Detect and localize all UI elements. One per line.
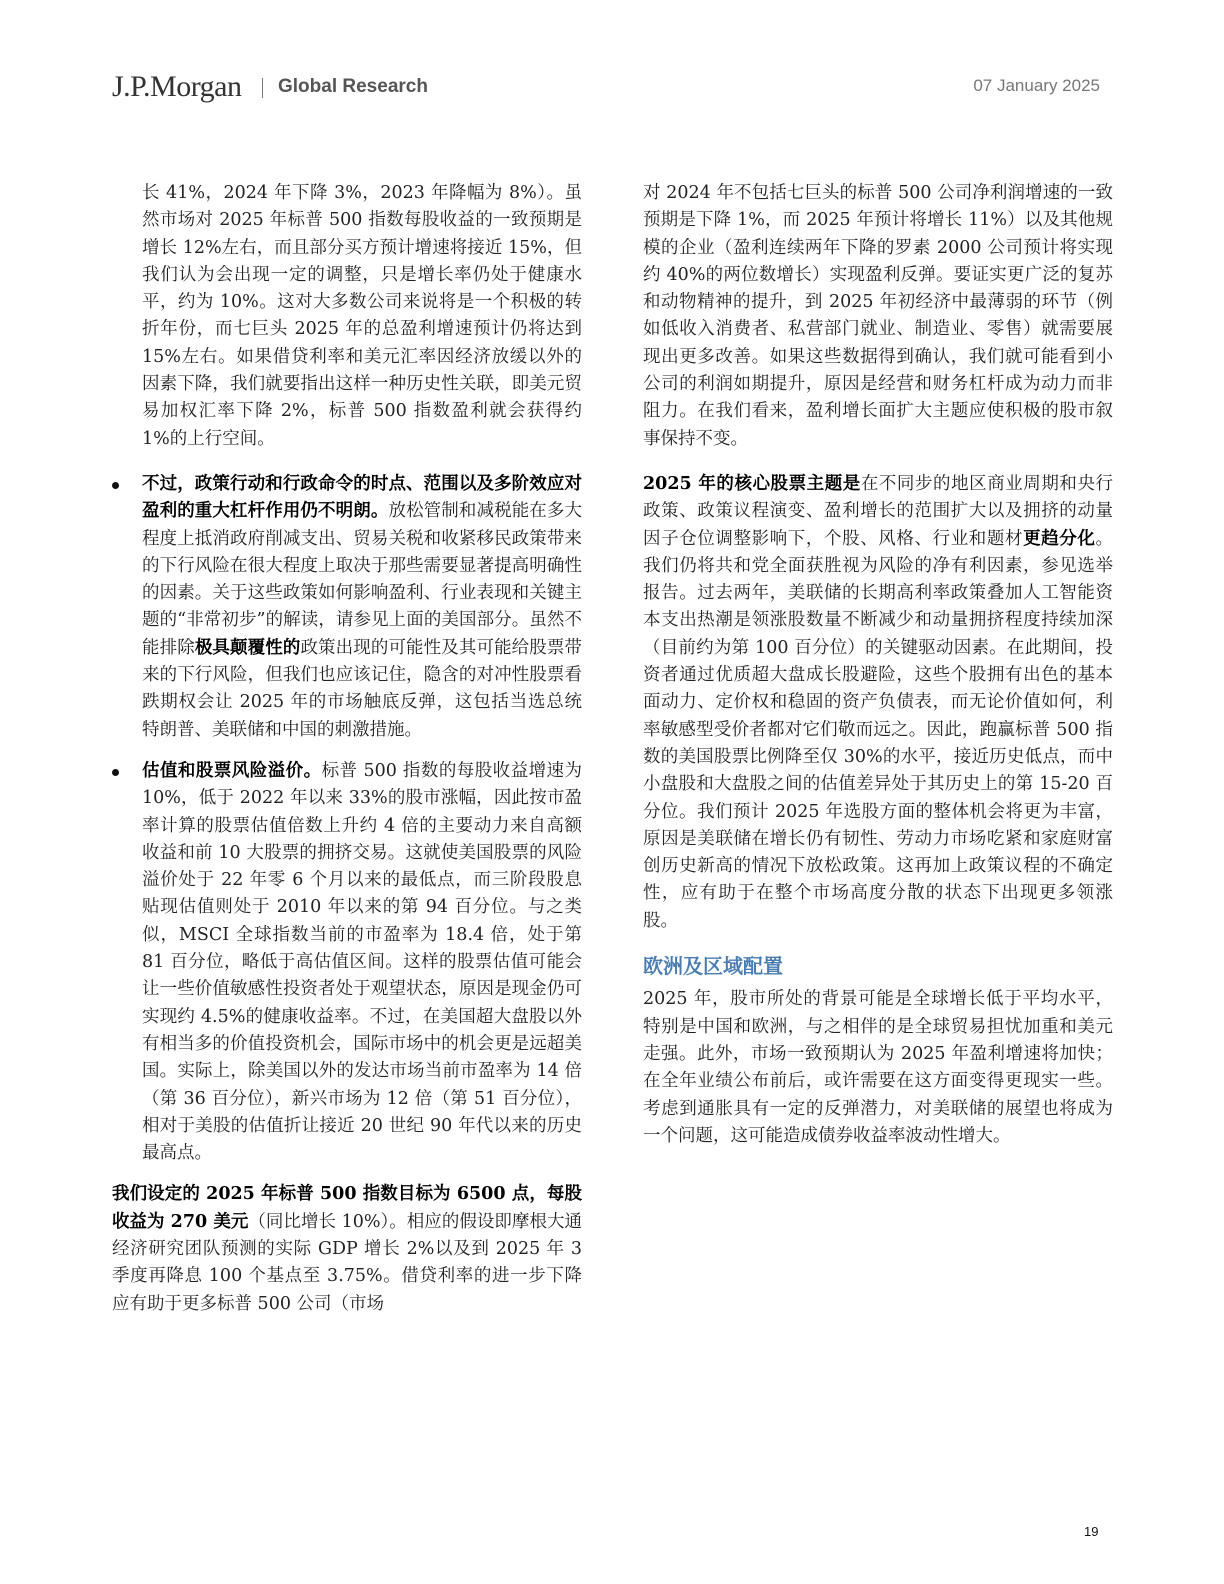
bullet-icon bbox=[112, 769, 119, 776]
core-theme-heading: 2025 年的核心股票主题是 bbox=[643, 473, 861, 494]
bullet-policy-uncertainty bbox=[112, 471, 582, 744]
target-text: （同比增长 10%）。相应的假设即摩根大通经济研究团队预测的实际 GDP 增长 2%以及到 2025 年 3 季度再降息 100 个基点至 3.75%。借贷利率的进一步下降应有助于更多标普 500 公司（市场 bbox=[112, 1211, 582, 1314]
core-theme-text-continued: 。我们仍将共和党全面获胜视为风险的净有利因素，参见选举报告。过去两年，美联储的长期高利率政策叠加人工智能资本支出热潮是领涨股数量不断减少和动量拥挤程度持续加深（目前约为第 100 百分位）的关键驱动因素。在此期间，投资者通过优质超大盘成长股避险，这些个股拥有出色的基本面动力、定价权和稳固的资产负债表，而无论价值如何，利率敏感型受价者都对它们敬而远之。因此，跑赢标普 500 指数的美国股票比例降至仅 30%的水平，接近历史低点，而中小盘股和大盘股之间的估值差异处于其历史上的第 15-20 百分位。我们预计 2025 年选股方面的整体机会将更为丰富，原因是美联储在增长仍有韧性、劳动力市场吃紧和家庭财富创历史新高的情况下放松政策。这再加上政策议程的不确定性，应有助于在整个市场高度分散的状态下出现更多领涨股。 bbox=[643, 528, 1114, 931]
bullet-valuation bbox=[112, 758, 582, 1167]
left-column bbox=[112, 180, 582, 1336]
paragraph-earnings-growth: 长 41%，2024 年下降 3%，2023 年降幅为 8%）。虽然市场对 2025 年标普 500 指数每股收益的一致预期是增长 12%左右，而且部分买方预计增速将接近 15%，但我们认为会出现一定的调整，只是增长率仍处于健康水平，约为 10%。这对大多数公司来说将是一个积极的转折年份，而七巨头 2025 年的总盈利增速预计仍将达到 15%左右。如果借贷利率和美元汇率因经济放缓以外的因素下降，我们就要指出这样一种历史性关联，即美元贸易加权汇率下降 2%，标普 500 指数盈利就会获得约 1%的上行空间。 bbox=[142, 183, 582, 449]
page-number: 19 bbox=[1084, 1524, 1099, 1539]
brand-label: Global Research bbox=[278, 76, 428, 97]
paragraph-europe: 2025 年，股市所处的背景可能是全球增长低于平均水平，特别是中国和欧洲，与之相伴的是全球贸易担忧加重和美元走强。此外，市场一致预期认为 2025 年盈利增速将加快；在全年业绩公布前后，或许需要在这方面变得更现实一些。考虑到通胀具有一定的反弹潜力，对美联储的展望也将成为一个问题，这可能造成债券收益率波动性增大。 bbox=[643, 989, 1113, 1146]
section-title-europe: 欧洲及区域配置 bbox=[643, 954, 783, 979]
target-heading: 我们设定的 2025 年标普 500 指数目标为 6500 点，每股收益为 270 美元 bbox=[112, 1184, 582, 1232]
core-theme-emphasis: 更趋分化 bbox=[1023, 528, 1096, 549]
bullet-emphasis: 极具颠覆性的 bbox=[194, 637, 301, 658]
bullet-text: 标普 500 指数的每股收益增速为 10%，低于 2022 年以来 33%的股市涨幅，因此按市盈率计算的股票估值倍数上升约 4 倍的主要动力来自高额收益和前 10 大股票的拥挤交易。这就使美国股票的风险溢价处于 22 年零 6 个月以来的最低点，而三阶段股息贴现估值则处于 2010 年以来的第 94 百分位。与之类似，MSCI 全球指数当前的市盈率为 18.4 倍，处于第 81 百分位，略低于高估值区间。这样的股票估值可能会让一些价值敏感性投资者处于观望状态，原因是现金仍可实现约 4.5%的健康收益率。不过，在美国超大盘股以外有相当多的价值投资机会，国际市场中的机会更是远超美国。实际上，除美国以外的发达市场当前市盈率为 14 倍（第 36 百分位），新兴市场为 12 倍（第 51 百分位），相对于美股的估值折让接近 20 世纪 90 年代以来的历史最高点。 bbox=[142, 760, 583, 1164]
bullet-text-continued: 政策出现的可能性及其可能给股票带来的下行风险，但我们也应该记住，隐含的对冲性股票看跌期权会让 2025 年的市场触底反弹，这包括当选总统特朗普、美联储和中国的刺激措施。 bbox=[142, 637, 582, 740]
header-divider bbox=[262, 78, 263, 98]
bullet-heading: 不过，政策行动和行政命令的时点、范围以及多阶效应对盈利的重大杠杆作用仍不明朗。 bbox=[142, 473, 582, 522]
right-column bbox=[643, 180, 1113, 1168]
bullet-heading: 估值和股票风险溢价。 bbox=[142, 760, 322, 781]
page-header bbox=[112, 68, 1100, 108]
paragraph-earnings-rebound: 对 2024 年不包括七巨头的标普 500 公司净利润增速的一致预期是下降 1%，而 2025 年预计将增长 11%）以及其他规模的企业（盈利连续两年下降的罗素 2000 公司预计将实现约 40%的两位数增长）实现盈利反弹。要证实更广泛的复苏和动物精神的提升，到 2025 年初经济中最薄弱的环节（例如低收入消费者、私营部门就业、制造业、零售）就需要展现出更多改善。如果这些数据得到确认，我们就可能看到小公司的利润如期提升，原因是经营和财务杠杆成为动力而非阻力。在我们看来，盈利增长面扩大主题应使积极的股市叙事保持不变。 bbox=[643, 183, 1113, 449]
bullet-text: 放松管制和减税能在多大程度上抵消政府削减支出、贸易关税和收紧移民政策带来的下行风险在很大程度上取决于那些需要显著提高明确性的因素。关于这些政策如何影响盈利、行业表现和关键主题的“非常初步”的解读，请参见上面的美国部分。虽然不能排除 bbox=[142, 501, 583, 658]
core-theme-text: 在不同步的地区商业周期和央行政策、政策议程演变、盈利增长的范围扩大以及拥挤的动量因子仓位调整影响下，个股、风格、行业和题材 bbox=[643, 473, 1113, 549]
paragraph-sp500-target bbox=[112, 1181, 582, 1317]
bullet-icon bbox=[112, 482, 119, 489]
jpmorgan-logo: J.P.Morgan bbox=[112, 70, 242, 103]
publication-date: 07 January 2025 bbox=[973, 76, 1100, 95]
paragraph-core-theme bbox=[643, 471, 1113, 935]
